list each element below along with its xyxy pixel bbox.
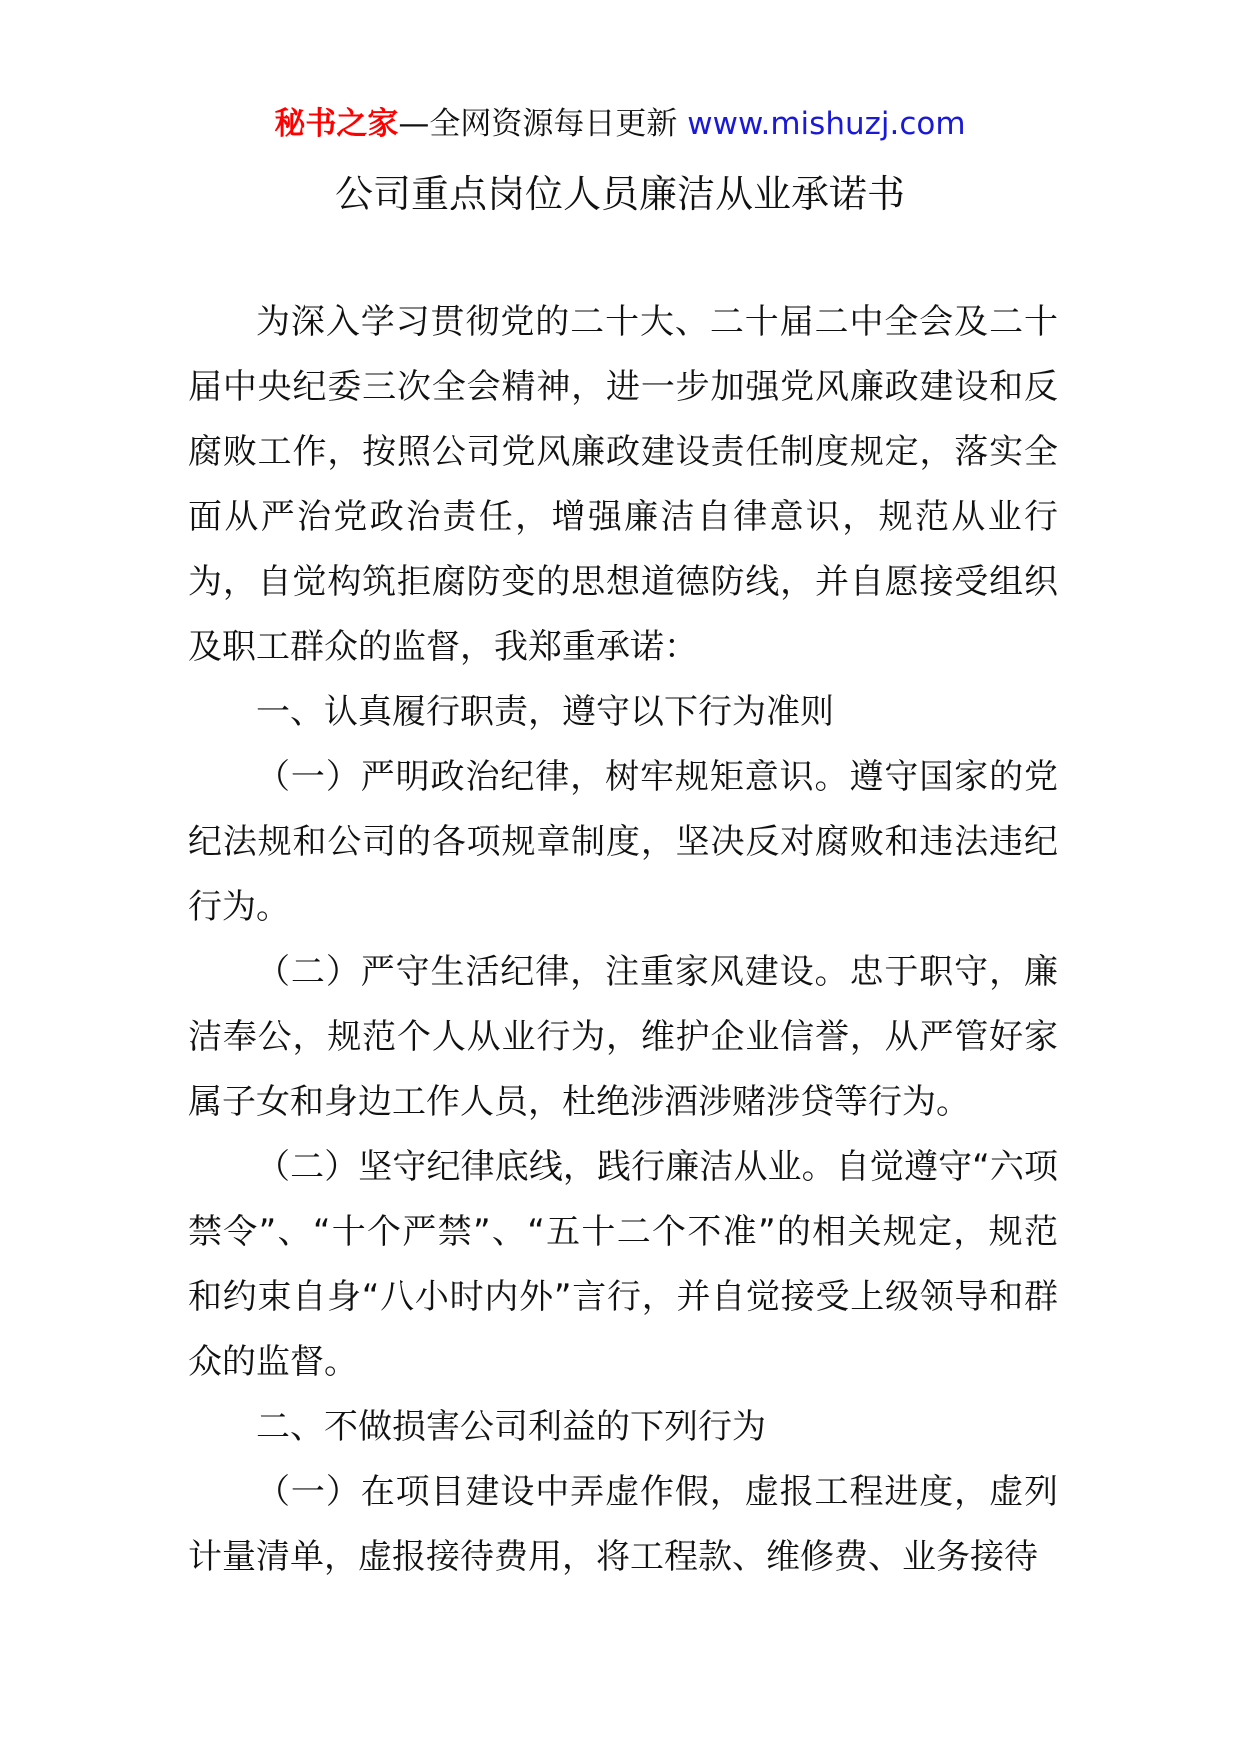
site-slogan: —全网资源每日更新: [398, 106, 688, 142]
paragraph-2-1: （一）在项目建设中弄虚作假，虚报工程进度，虚列计量清单，虚报接待费用，将工程款、维修费、业务接待: [188, 1472, 1058, 1577]
section-heading-1: 一、认真履行职责，遵守以下行为准则: [256, 692, 834, 732]
site-header: [0, 100, 1240, 148]
paragraph-1-3: （二）坚守纪律底线，践行廉洁从业。自觉遵守“六项禁令”、“十个严禁”、“五十二个不准”的相关规定，规范和约束自身“八小时内外”言行，并自觉接受上级领导和群众的监督。: [188, 1147, 1058, 1382]
intro-paragraph: 为深入学习贯彻党的二十大、二十届二中全会及二十届中央纪委三次全会精神，进一步加强党风廉政建设和反腐败工作，按照公司党风廉政建设责任制度规定，落实全面从严治党政治责任，增强廉洁自律意识，规范从业行为，自觉构筑拒腐防变的思想道德防线，并自愿接受组织及职工群众的监督，我郑重承诺：: [188, 302, 1058, 667]
document-body: [188, 290, 1058, 1590]
paragraph-1-1: （一）严明政治纪律，树牢规矩意识。遵守国家的党纪法规和公司的各项规章制度，坚决反对腐败和违法违纪行为。: [188, 757, 1058, 927]
document-title: 公司重点岗位人员廉洁从业承诺书: [334, 172, 905, 216]
site-url: www.mishuzj.com: [687, 106, 966, 142]
section-heading-2: 二、不做损害公司利益的下列行为: [256, 1407, 766, 1447]
site-brand: 秘书之家: [274, 106, 399, 142]
paragraph-1-2: （二）严守生活纪律，注重家风建设。忠于职守，廉洁奉公，规范个人从业行为，维护企业信誉，从严管好家属子女和身边工作人员，杜绝涉酒涉赌涉贷等行为。: [188, 952, 1058, 1122]
